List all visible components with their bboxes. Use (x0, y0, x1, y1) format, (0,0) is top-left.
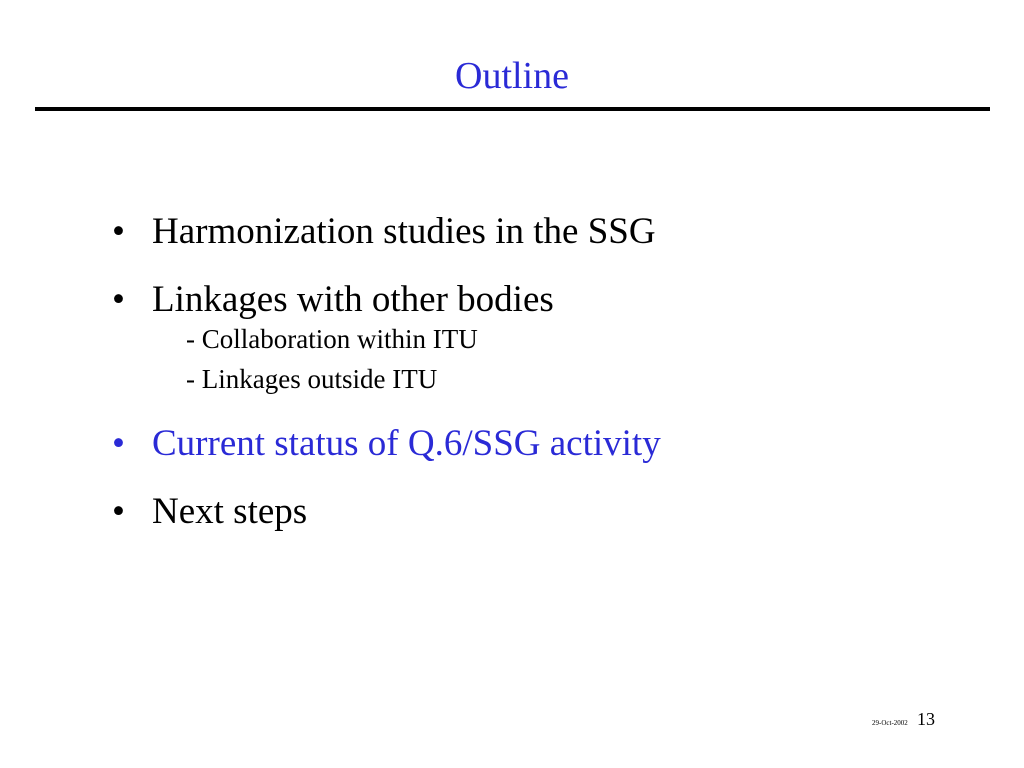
bullet-item (112, 273, 972, 399)
bullet-item (112, 205, 972, 259)
sub-bullet-text: - Linkages outside ITU (186, 364, 438, 394)
title-divider (35, 107, 990, 111)
bullet-list (112, 205, 972, 539)
bullet-text: Linkages with other bodies (152, 279, 554, 320)
sub-bullet-text: - Collaboration within ITU (186, 324, 478, 354)
bullet-glyph: • (112, 211, 125, 252)
bullet-item (112, 485, 972, 539)
bullet-glyph: • (112, 491, 125, 532)
bullet-text: Harmonization studies in the SSG (152, 211, 656, 252)
footer-date: 29-Oct-2002 (872, 719, 908, 727)
bullet-item-highlighted (112, 417, 972, 471)
bullet-text: Current status of Q.6/SSG activity (152, 423, 661, 464)
slide-title: Outline (455, 55, 569, 97)
sub-bullet-list (152, 319, 972, 399)
page-number: 13 (917, 709, 935, 729)
bullet-glyph: • (112, 279, 125, 320)
bullet-glyph: • (112, 423, 125, 464)
bullet-text: Next steps (152, 491, 308, 532)
